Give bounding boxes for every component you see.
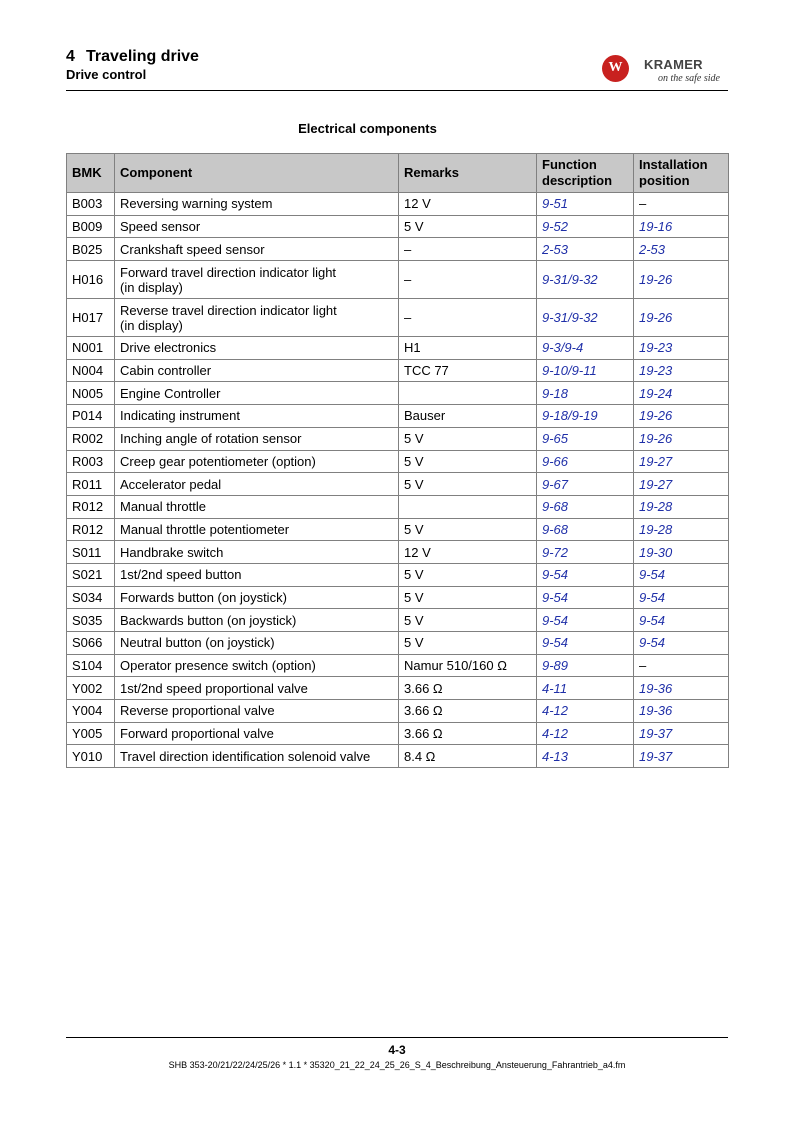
component-name: Travel direction identification solenoid valve: [120, 748, 371, 764]
remarks-cell: 5 V: [399, 609, 537, 632]
installation-position-link[interactable]: 19-23: [634, 359, 729, 382]
table-header-row: [67, 154, 729, 193]
component-cell: [115, 193, 399, 216]
component-name: Crankshaft speed sensor: [120, 241, 265, 257]
remarks-cell: –: [399, 238, 537, 261]
bmk-cell: Y004: [67, 700, 115, 723]
installation-position-link[interactable]: 19-36: [634, 677, 729, 700]
table-row: [67, 215, 729, 238]
bmk-cell: S034: [67, 586, 115, 609]
component-name: Backwards button (on joystick): [120, 612, 297, 628]
component-name: Manual throttle: [120, 499, 206, 515]
remarks-cell: 8.4 Ω: [399, 745, 537, 768]
bmk-cell: S066: [67, 632, 115, 655]
function-description-link[interactable]: 9-68: [537, 518, 634, 541]
table-row: [67, 193, 729, 216]
component-name: Neutral button (on joystick): [120, 635, 275, 651]
table-row: [67, 473, 729, 496]
component-cell: [115, 541, 399, 564]
function-description-link[interactable]: 4-13: [537, 745, 634, 768]
function-description-link[interactable]: 9-18/9-19: [537, 405, 634, 428]
bmk-cell: H017: [67, 299, 115, 337]
function-description-link[interactable]: 9-72: [537, 541, 634, 564]
kramer-logo: [602, 53, 728, 87]
remarks-cell: 5 V: [399, 215, 537, 238]
installation-position-link[interactable]: 19-37: [634, 745, 729, 768]
component-cell: [115, 261, 399, 299]
function-description-link[interactable]: 9-65: [537, 427, 634, 450]
remarks-cell: 5 V: [399, 563, 537, 586]
remarks-cell: [399, 495, 537, 518]
table-row: [67, 261, 729, 299]
remarks-cell: 5 V: [399, 632, 537, 655]
table-row: [67, 654, 729, 677]
component-cell: [115, 495, 399, 518]
chapter-number: 4: [66, 48, 75, 65]
remarks-cell: Bauser: [399, 405, 537, 428]
table-body: [67, 193, 729, 768]
component-cell: [115, 700, 399, 723]
col-header-remarks: Remarks: [399, 154, 537, 193]
component-cell: [115, 654, 399, 677]
col-header-installation-line2: position: [639, 173, 690, 188]
component-name: Cabin controller: [120, 363, 212, 379]
remarks-cell: H1: [399, 337, 537, 360]
component-cell: [115, 427, 399, 450]
component-name: Reverse travel direction indicator light: [120, 302, 337, 318]
component-cell: [115, 677, 399, 700]
bmk-cell: S035: [67, 609, 115, 632]
component-cell: [115, 215, 399, 238]
table-row: [67, 632, 729, 655]
component-name: Drive electronics: [120, 340, 217, 356]
remarks-cell: 3.66 Ω: [399, 722, 537, 745]
function-description-link[interactable]: 9-31/9-32: [537, 299, 634, 337]
bmk-cell: Y002: [67, 677, 115, 700]
table-row: [67, 238, 729, 261]
remarks-cell: 5 V: [399, 450, 537, 473]
installation-position-link[interactable]: 19-28: [634, 495, 729, 518]
function-description-link[interactable]: 9-52: [537, 215, 634, 238]
installation-position-link[interactable]: 19-26: [634, 299, 729, 337]
component-name: Reverse proportional valve: [120, 703, 275, 719]
remarks-cell: –: [399, 261, 537, 299]
component-name: Speed sensor: [120, 219, 201, 235]
table-row: [67, 405, 729, 428]
installation-position-link[interactable]: 19-24: [634, 382, 729, 405]
component-cell: [115, 609, 399, 632]
function-description-link[interactable]: 9-54: [537, 586, 634, 609]
remarks-cell: 3.66 Ω: [399, 700, 537, 723]
component-name: Indicating instrument: [120, 408, 240, 424]
bmk-cell: R012: [67, 495, 115, 518]
installation-position-link[interactable]: 19-23: [634, 337, 729, 360]
function-description-link[interactable]: 9-54: [537, 632, 634, 655]
bmk-cell: Y010: [67, 745, 115, 768]
remarks-cell: 12 V: [399, 541, 537, 564]
function-description-link[interactable]: 9-68: [537, 495, 634, 518]
bmk-cell: P014: [67, 405, 115, 428]
function-description-link[interactable]: 9-3/9-4: [537, 337, 634, 360]
table-row: [67, 609, 729, 632]
function-description-link[interactable]: 9-51: [537, 193, 634, 216]
page-footer: [66, 1037, 728, 1070]
component-name: Forwards button (on joystick): [120, 589, 287, 605]
component-cell: [115, 450, 399, 473]
function-description-link[interactable]: 9-10/9-11: [537, 359, 634, 382]
w-badge-icon: W: [602, 55, 629, 82]
installation-position-link[interactable]: 19-37: [634, 722, 729, 745]
document-reference: SHB 353-20/21/22/24/25/26 * 1.1 * 35320_21_22_24_25_26_S_4_Beschreibung_Ansteuerung_Fahrantrieb_a4.fm: [168, 1060, 626, 1070]
bmk-cell: S104: [67, 654, 115, 677]
bmk-cell: N004: [67, 359, 115, 382]
component-name: Handbrake switch: [120, 544, 224, 560]
table-title: Electrical components: [298, 121, 437, 136]
remarks-cell: 5 V: [399, 586, 537, 609]
component-name: Accelerator pedal: [120, 476, 222, 492]
component-cell: [115, 238, 399, 261]
function-description-link[interactable]: 4-11: [537, 677, 634, 700]
function-description-link[interactable]: 9-54: [537, 563, 634, 586]
component-name: Operator presence switch (option): [120, 658, 316, 674]
table-row: [67, 722, 729, 745]
bmk-cell: S011: [67, 541, 115, 564]
component-name: Creep gear potentiometer (option): [120, 453, 316, 469]
col-header-bmk: BMK: [67, 154, 115, 193]
installation-position-link[interactable]: 19-26: [634, 427, 729, 450]
table-row: [67, 700, 729, 723]
component-cell: [115, 745, 399, 768]
function-description-link[interactable]: 4-12: [537, 722, 634, 745]
installation-position-link[interactable]: 19-27: [634, 473, 729, 496]
component-cell: [115, 405, 399, 428]
table-row: [67, 518, 729, 541]
table-row: [67, 382, 729, 405]
function-description-link[interactable]: 9-18: [537, 382, 634, 405]
table-row: [67, 586, 729, 609]
table-row: [67, 677, 729, 700]
bmk-cell: R012: [67, 518, 115, 541]
component-cell: [115, 382, 399, 405]
table-row: [67, 541, 729, 564]
installation-position-link[interactable]: 9-54: [634, 563, 729, 586]
component-cell: [115, 586, 399, 609]
col-header-component: Component: [115, 154, 399, 193]
section-title: Drive control: [66, 67, 147, 82]
installation-position-link[interactable]: 9-54: [634, 586, 729, 609]
installation-position-link[interactable]: 9-54: [634, 609, 729, 632]
table-row: [67, 337, 729, 360]
component-name-line2: (in display): [120, 279, 183, 295]
chapter-heading: [66, 48, 199, 66]
component-name: Forward travel direction indicator light: [120, 264, 337, 280]
col-header-function-line2: description: [542, 173, 613, 188]
installation-position-link: –: [634, 654, 729, 677]
component-name: Manual throttle potentiometer: [120, 521, 290, 537]
bmk-cell: N001: [67, 337, 115, 360]
installation-position-link[interactable]: 19-16: [634, 215, 729, 238]
bmk-cell: Y005: [67, 722, 115, 745]
component-cell: [115, 299, 399, 337]
component-cell: [115, 563, 399, 586]
col-header-installation: [634, 154, 729, 193]
bmk-cell: B025: [67, 238, 115, 261]
bmk-cell: R002: [67, 427, 115, 450]
remarks-cell: [399, 382, 537, 405]
col-header-function-line1: Function: [542, 157, 597, 172]
table-row: [67, 745, 729, 768]
installation-position-link[interactable]: 9-54: [634, 632, 729, 655]
installation-position-link[interactable]: 19-26: [634, 261, 729, 299]
function-description-link[interactable]: 4-12: [537, 700, 634, 723]
table-row: [67, 563, 729, 586]
table-row: [67, 450, 729, 473]
logo-tagline: on the safe side: [658, 73, 720, 84]
page-header: [66, 46, 728, 91]
component-cell: [115, 518, 399, 541]
bmk-cell: H016: [67, 261, 115, 299]
remarks-cell: 5 V: [399, 427, 537, 450]
page-number: 4-3: [388, 1043, 406, 1057]
component-cell: [115, 722, 399, 745]
component-cell: [115, 337, 399, 360]
table-row: [67, 359, 729, 382]
function-description-link[interactable]: 9-89: [537, 654, 634, 677]
chapter-title: Traveling drive: [86, 48, 199, 65]
remarks-cell: –: [399, 299, 537, 337]
component-name: Inching angle of rotation sensor: [120, 431, 302, 447]
installation-position-link: –: [634, 193, 729, 216]
remarks-cell: 12 V: [399, 193, 537, 216]
component-cell: [115, 473, 399, 496]
installation-position-link[interactable]: 19-27: [634, 450, 729, 473]
bmk-cell: N005: [67, 382, 115, 405]
component-name: 1st/2nd speed proportional valve: [120, 680, 308, 696]
logo-wordmark: KRAMER: [644, 57, 703, 72]
bmk-cell: R011: [67, 473, 115, 496]
installation-position-link[interactable]: 19-28: [634, 518, 729, 541]
remarks-cell: Namur 510/160 Ω: [399, 654, 537, 677]
installation-position-link[interactable]: 19-36: [634, 700, 729, 723]
component-cell: [115, 359, 399, 382]
table-row: [67, 495, 729, 518]
remarks-cell: TCC 77: [399, 359, 537, 382]
component-name-line2: (in display): [120, 317, 183, 333]
component-name: 1st/2nd speed button: [120, 567, 242, 583]
table-row: [67, 299, 729, 337]
col-header-function: [537, 154, 634, 193]
remarks-cell: 5 V: [399, 473, 537, 496]
installation-position-link[interactable]: 2-53: [634, 238, 729, 261]
function-description-link[interactable]: 9-67: [537, 473, 634, 496]
component-cell: [115, 632, 399, 655]
bmk-cell: B003: [67, 193, 115, 216]
bmk-cell: R003: [67, 450, 115, 473]
col-header-installation-line1: Installation: [639, 157, 708, 172]
function-description-link[interactable]: 9-54: [537, 609, 634, 632]
table-row: [67, 427, 729, 450]
installation-position-link[interactable]: 19-26: [634, 405, 729, 428]
remarks-cell: 5 V: [399, 518, 537, 541]
component-name: Forward proportional valve: [120, 726, 274, 742]
function-description-link[interactable]: 9-31/9-32: [537, 261, 634, 299]
component-name: Reversing warning system: [120, 196, 273, 212]
function-description-link[interactable]: 2-53: [537, 238, 634, 261]
installation-position-link[interactable]: 19-30: [634, 541, 729, 564]
remarks-cell: 3.66 Ω: [399, 677, 537, 700]
bmk-cell: S021: [67, 563, 115, 586]
function-description-link[interactable]: 9-66: [537, 450, 634, 473]
bmk-cell: B009: [67, 215, 115, 238]
electrical-components-table: [66, 153, 729, 768]
component-name: Engine Controller: [120, 385, 221, 401]
